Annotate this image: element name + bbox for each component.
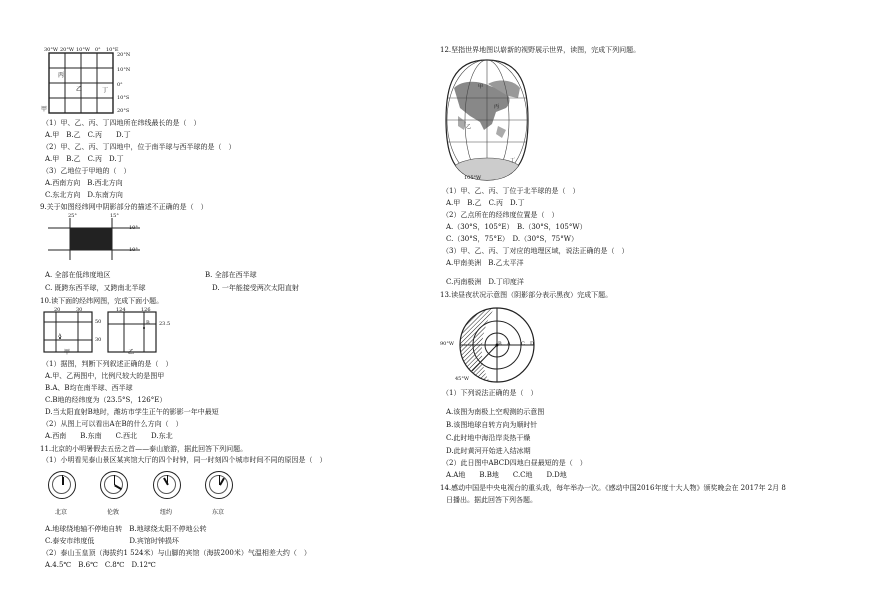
grid-lat-2: 10°N: [117, 67, 131, 73]
q9-option-b: B. 全部在西半球: [205, 271, 257, 279]
q9-title: 9.关于如图经纬网中阴影部分的描述不正确的是（ ）: [40, 203, 208, 211]
q9-option-a: A. 全部在低纬度地区: [45, 271, 111, 279]
grid-cell-ding: 丁: [102, 87, 109, 94]
q10-part1-b: B.A、B均在南半球、西半球: [45, 384, 133, 392]
q12-part1: （1）甲、乙、丙、丁位于北半球的是（ ）: [442, 187, 580, 195]
q12-part3-ab: A.甲南美洲 B.乙太平洋: [446, 259, 524, 267]
q10-map1-lon2: 30: [76, 307, 83, 313]
q11-part2: （2）泰山玉皇顶（海拔约1 524米）与山脚的宾馆（海拔200米）气温相差大约（ ）: [42, 549, 311, 557]
q10-map1-lon1: 20: [54, 307, 61, 313]
clock-face: [205, 471, 233, 499]
q10-title: 10.读下面的经纬网图，完成下面小题。: [40, 297, 164, 305]
q12-title: 12.坚指世界地图以崭新的视野展示世界，读图，完成下列问题。: [440, 46, 641, 54]
q13-point-c: C: [521, 341, 525, 347]
grid-cell-yi: 乙: [76, 86, 83, 93]
grid-lat-3: 0°: [117, 82, 123, 88]
q13-label-45w: 45°W: [455, 376, 470, 382]
q12-part3-cd: C.丙南极洲 D.丁印度洋: [446, 278, 524, 286]
q12-part2: （2）乙点所在的经纬度位置是（ ）: [442, 211, 559, 219]
grid-lon-1: 30°W: [44, 47, 59, 53]
clock-minute-hand: [114, 475, 115, 485]
q10-part1: （1）据图，判断下列叙述正确的是（ ）: [42, 360, 173, 368]
q13-part2: （2）此日图中ABCD四地白昼最短的是（ ）: [442, 459, 587, 467]
q10-part1-c: C.B地的经纬度为（23.5°S，126°E）: [45, 396, 167, 404]
q12-label-bing: 丙: [494, 104, 500, 110]
grid-lat-4: 10°S: [117, 95, 130, 101]
q10-map2-lon1: 124: [116, 307, 126, 313]
clock-city-label: 北京: [55, 509, 68, 516]
q9-lat-top: 10°: [129, 225, 138, 231]
q14-line1: 14.感动中国是中央电视台的重头戏，每年举办一次。《感动中国2016年度十大人物》颁奖晚会在 2017年 2月 8: [440, 484, 786, 492]
q13-point-d: D: [530, 341, 535, 347]
q13-part1: （1）下列说法正确的是（ ）: [442, 389, 538, 397]
grid-cell-bing: 丙: [58, 72, 65, 79]
q10-map-jia: [42, 308, 104, 356]
clock-face: [153, 471, 181, 499]
clock-face: [100, 471, 128, 499]
q1-part2: （2）甲、乙、丙、丁四地中，位于南半球与西半球的是（ ）: [42, 143, 236, 151]
q10-part2: （2）从图上可以看出A在B的什么方向（ ）: [42, 420, 183, 428]
q11-part2-options: A.4.5℃ B.6℃ C.8℃ D.12℃: [45, 561, 156, 569]
q10-map2-lon2: 126: [141, 307, 151, 313]
q12-part1-options: A.甲 B.乙 C.丙 D.丁: [446, 199, 525, 207]
q1-part3-options-cd: C.东北方向 D.东南方向: [45, 191, 123, 199]
q10-map-yi: [106, 308, 166, 356]
q1-part3-options-ab: A.西南方向 B.西北方向: [45, 179, 123, 187]
q12-part2-cd: C.（30°S，75°E） D.（30°S，75°W）: [446, 235, 578, 243]
q12-label-yi: 乙: [466, 124, 472, 130]
q12-world-map-figure: [444, 58, 530, 183]
q13-day-night-figure: [452, 305, 542, 385]
clock-city-label: 东京: [212, 509, 225, 516]
q14-line2: 日播出。据此回答下列各题。: [446, 496, 537, 504]
q12-part3: （3）甲、乙、丙、丁对应的地理区域，说法正确的是（ ）: [442, 247, 629, 255]
q12-globe-label: 105°W: [464, 175, 482, 181]
q10-map2-point-b: B: [146, 320, 150, 326]
q10-map2-lat: 23.5: [159, 321, 171, 327]
q10-map1-point-a: A: [58, 333, 62, 339]
clock-city-label: 伦敦: [107, 509, 120, 516]
q13-point-b: B: [498, 341, 502, 347]
clock-city-label: 纽约: [160, 509, 173, 516]
clock-minute-hand: [219, 475, 220, 485]
q11-part1-ab: A.地球绕地轴不停地自转 B.地球绕太阳不停地公转: [45, 525, 207, 533]
q12-label-jia: 甲: [478, 84, 484, 90]
grid-lon-5: 10°E: [106, 47, 119, 53]
q10-map1-lat2: 30: [95, 337, 102, 343]
q9-lat-bottom: 10°: [129, 247, 138, 253]
q13-label-90w: 90°W: [440, 341, 455, 347]
q13-point-a: A: [507, 341, 511, 347]
grid-lat-5: 20°S: [117, 108, 130, 114]
q11-title: 11.北京的小明暑假去五岳之首——泰山旅游，据此回答下列问题。: [40, 445, 248, 453]
clock-minute-hand: [62, 475, 63, 485]
q11-part1-cd: C.泰安市纬度低 D.宾馆时钟损坏: [45, 537, 179, 545]
q1-part1-options: A.甲 B.乙 C.丙 D.丁: [45, 131, 131, 139]
clock-face: [48, 471, 76, 499]
q9-option-c: C. 既跨东西半球，又跨南北半球: [45, 284, 146, 292]
q10-part1-a: A.甲、乙两图中，比例尺较大的是图甲: [45, 372, 165, 380]
q10-caption-jia: 甲: [64, 349, 71, 356]
q9-shaded-grid-figure: [40, 214, 150, 264]
q12-label-ding: 丁: [510, 158, 516, 164]
q13-part1-b: B.该图地球自转方向为顺时针: [446, 421, 538, 429]
q1-part1: （1）甲、乙、丙、丁四地所在纬线最长的是（ ）: [42, 119, 201, 127]
q9-lon-right: 15°: [110, 213, 119, 219]
q9-option-d: D. 一年能接受两次太阳直射: [212, 284, 299, 292]
q1-part2-options: A.甲 B.乙 C.丙 D.丁: [45, 155, 124, 163]
q9-lon-left: 25°: [68, 213, 77, 219]
q13-part1-a: A.该图为南极上空观测的示意图: [446, 408, 545, 416]
q10-part2-options: A.西南 B.东南 C.西北 D.东北: [45, 432, 173, 440]
q12-part2-ab: A.（30°S，105°E） B.（30°S，105°W）: [446, 223, 587, 231]
q10-caption-yi: 乙: [128, 349, 135, 356]
grid-cell-jia: 甲: [41, 106, 48, 113]
q13-part1-c: C.此时地中海沿岸炎热干燥: [446, 434, 531, 442]
q10-part1-d: D.当太阳直射B地时，潍坊市学生正午的影影一年中最短: [45, 408, 219, 416]
lat-lon-grid-figure: [40, 44, 150, 122]
q13-part1-d: D.此时黄河开始进入结冰期: [446, 447, 531, 455]
q10-map1-lat1: 50: [95, 319, 102, 325]
grid-lon-4: 0°: [95, 47, 101, 53]
q1-part3: （3）乙地位于甲地的（ ）: [42, 167, 131, 175]
grid-lat-1: 20°N: [117, 52, 131, 58]
clock-minute-hand: [167, 475, 168, 485]
grid-lon-3: 10°W: [76, 47, 91, 53]
q13-part2-options: A.A地 B.B地 C.C地 D.D地: [446, 471, 567, 479]
q11-part1: （1）小明看见泰山景区某宾馆大厅的四个时钟，同一时刻四个城市时间不同的原因是（ ）: [42, 456, 327, 464]
q13-title: 13.读昼夜状况示意图（阴影部分表示黑夜）完成下题。: [440, 291, 613, 299]
grid-lon-2: 20°W: [60, 47, 75, 53]
